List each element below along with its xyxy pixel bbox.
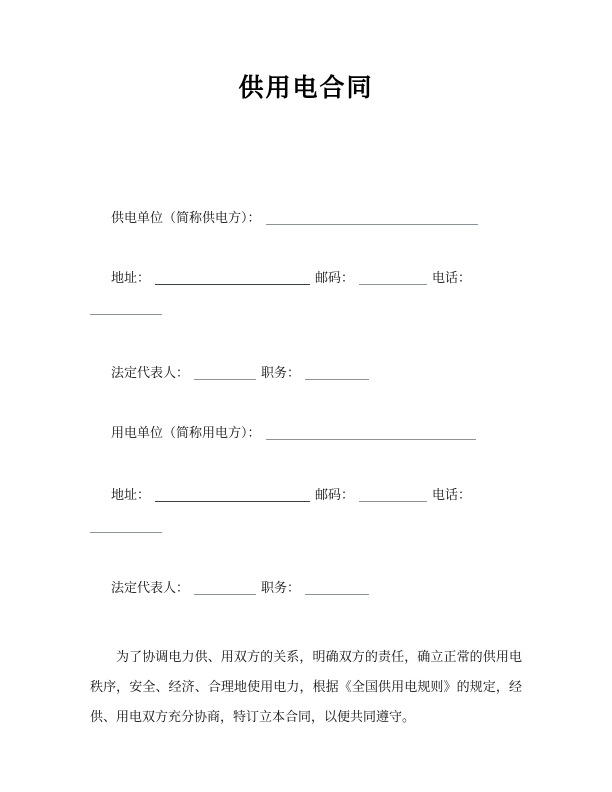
consumer-legal-rep-blank (194, 580, 256, 595)
consumer-legal-rep-line (90, 578, 522, 598)
supplier-position-label: 职务： (261, 365, 301, 380)
supplier-postcode-label: 邮码： (315, 270, 355, 285)
supplier-line (90, 208, 522, 228)
consumer-address-blank (155, 487, 310, 502)
consumer-phone-wrap-line (90, 516, 522, 536)
supplier-phone-blank (90, 300, 162, 315)
supplier-address-blank (155, 270, 310, 285)
consumer-address-label: 地址： (111, 487, 151, 502)
supplier-position-blank (305, 365, 369, 380)
consumer-address-line (90, 485, 522, 505)
consumer-line (90, 423, 522, 443)
document-title: 供用电合同 (238, 73, 374, 102)
consumer-postcode-label: 邮码： (315, 487, 355, 502)
supplier-legal-rep-line (90, 363, 522, 383)
supplier-address-line (90, 268, 522, 288)
intro-paragraph: 为了协调电力供、用双方的关系，明确双方的责任，确立正常的供用电秩序，安全、经济、合理地使用电力，根据《全国供用电规则》的规定，经供、用电双方充分协商，特订立本合同，以便共同遵守。 (90, 649, 522, 724)
supplier-postcode-blank (359, 270, 427, 285)
supplier-name-label: 供电单位（简称供电方）： (111, 210, 261, 225)
consumer-phone-label: 电话： (432, 487, 472, 502)
consumer-position-label: 职务： (261, 580, 301, 595)
supplier-legal-rep-blank (194, 365, 256, 380)
consumer-postcode-blank (359, 487, 427, 502)
supplier-phone-wrap-line (90, 298, 522, 318)
supplier-name-blank (266, 210, 478, 225)
consumer-position-blank (305, 580, 369, 595)
supplier-legal-rep-label: 法定代表人： (111, 365, 190, 380)
supplier-phone-label: 电话： (432, 270, 472, 285)
consumer-legal-rep-label: 法定代表人： (111, 580, 190, 595)
consumer-phone-blank (90, 518, 162, 533)
supplier-address-label: 地址： (111, 270, 151, 285)
consumer-name-blank (266, 425, 476, 440)
consumer-name-label: 用电单位（简称用电方）： (111, 425, 261, 440)
